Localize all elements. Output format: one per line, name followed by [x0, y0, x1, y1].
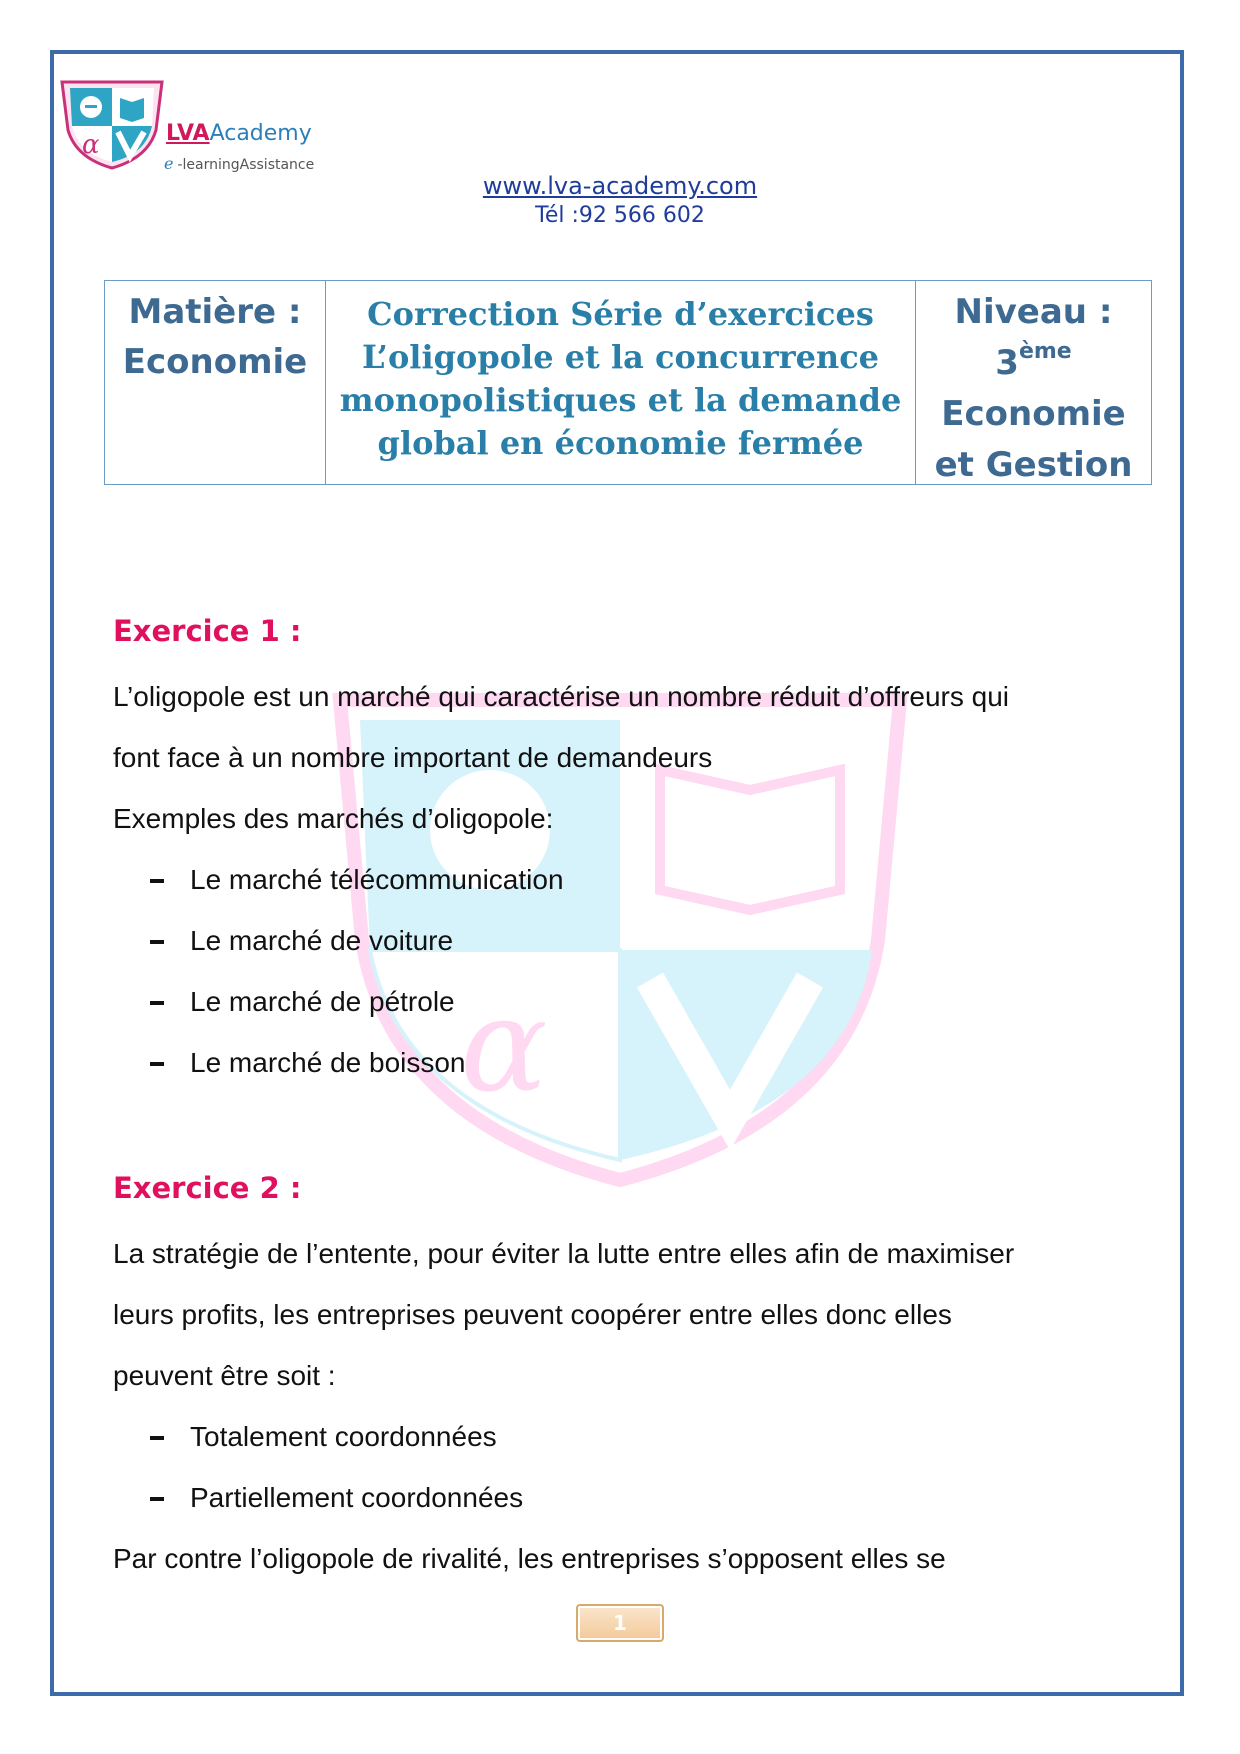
exercise-1-heading: Exercice 1 : [113, 614, 302, 648]
exercise-2-heading: Exercice 2 : [113, 1171, 302, 1205]
svg-text:α: α [460, 969, 548, 1121]
level-label: Niveau : [954, 292, 1113, 332]
dash-bullet-icon [150, 1001, 164, 1005]
list-item: Le marché de voiture [150, 925, 453, 957]
list-item: Le marché de pétrole [150, 986, 455, 1018]
paragraph-line: peuvent être soit : [113, 1360, 336, 1391]
paragraph-line: L’oligopole est un marché qui caractérise un nombre réduit d’offreurs qui [113, 681, 1009, 712]
website-link[interactable]: www.lva-academy.com [482, 172, 758, 200]
subject-value: Economie [122, 342, 308, 382]
list-item: Le marché de boisson [150, 1047, 466, 1079]
list-item: Partiellement coordonnées [150, 1482, 523, 1514]
examples-intro: Exemples des marchés d’oligopole: [113, 803, 554, 834]
info-table [104, 280, 1152, 485]
svg-text:α: α [82, 130, 100, 160]
title-cell [326, 281, 916, 484]
lva-academy-logo [58, 78, 166, 170]
brand-tagline: e -learningAssistance [164, 154, 315, 173]
level-cell [916, 281, 1151, 484]
title-line: global en économie fermée [377, 424, 864, 462]
title-line: monopolistiques et la demande [339, 381, 902, 419]
page-number: 1 [576, 1604, 664, 1642]
level-line: Economie [941, 394, 1126, 434]
paragraph-line: font face à un nombre important de demandeurs [113, 742, 713, 773]
dash-bullet-icon [150, 879, 164, 883]
level-number: 3ème [995, 339, 1072, 383]
brand-name: LVAAcademy [166, 121, 312, 146]
dash-bullet-icon [150, 1497, 164, 1501]
paragraph-line: La stratégie de l’entente, pour éviter la lutte entre elles afin de maximiser [113, 1238, 1015, 1269]
subject-label: Matière : [128, 292, 302, 332]
dash-bullet-icon [150, 1062, 164, 1066]
list-item: Le marché télécommunication [150, 864, 564, 896]
title-line: L’oligopole et la concurrence [361, 338, 880, 376]
list-item: Totalement coordonnées [150, 1421, 497, 1453]
paragraph-line: leurs profits, les entreprises peuvent coopérer entre elles donc elles [113, 1299, 952, 1330]
dash-bullet-icon [150, 1436, 164, 1440]
dash-bullet-icon [150, 940, 164, 944]
subject-cell [105, 281, 326, 484]
paragraph-line: Par contre l’oligopole de rivalité, les entreprises s’opposent elles se [113, 1543, 946, 1574]
level-line: et Gestion [934, 445, 1133, 485]
phone-number: Tél :92 566 602 [535, 203, 705, 228]
title-line: Correction Série d’exercices [367, 295, 874, 333]
